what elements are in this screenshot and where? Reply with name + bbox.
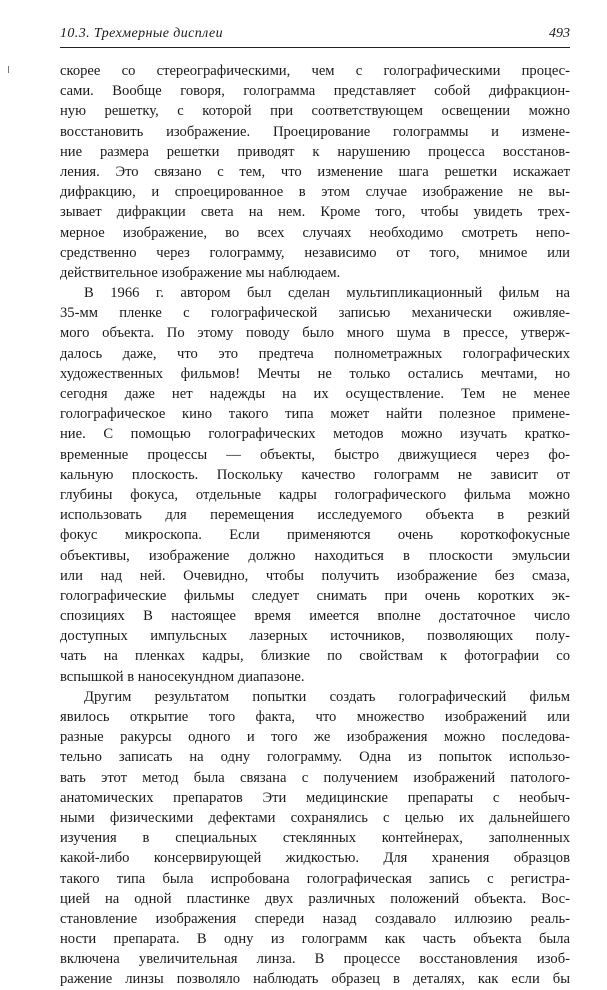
text-line: ражение линзы позволяло наблюдать образец в деталях, как если бы [60,971,570,988]
text-line: дифракцию, и спроецированное в этом случае изображение не вы- [60,184,570,201]
text-line: ления. Это связано с тем, что изменение шага решетки искажает [60,163,570,180]
text-line: вать этот метод была связана с получением изображений патолого- [60,769,570,786]
text-line: действительное изображение мы наблюдаем. [60,264,341,281]
text-line: восстановить изображение. Проецирование голограммы и измене- [60,123,570,140]
text-line: такого типа была испробована голографическая запись с регистра- [60,870,570,887]
text-line: использовать для перемещения исследуемого объекта в резкий [60,507,570,524]
text-line: Другим результатом попытки создать голографический фильм [84,688,570,705]
paragraph-3 [60,687,570,990]
text-line: сами. Вообще говоря, голограмма представляет собой дифракцион- [60,83,570,100]
text-line: глубины фокуса, отдельные кадры голографического фильма можно [60,486,570,503]
text-line: какой-либо консервирующей жидкостью. Для хранения образцов [60,850,570,867]
text-line: голографические фильмы следует снимать при очень коротких эк- [60,587,570,604]
text-line: доступных импульсных лазерных источников, позволяющих полу- [60,628,570,645]
text-line: ние размера решетки приводят к нарушению процесса восстанов- [60,143,570,160]
text-line: художественных фильмов! Мечты не только остались мечтами, но [60,365,570,382]
text-line: включена увеличительная линза. В процессе восстановления изоб- [60,951,570,968]
text-line: зывает дифракции света на нем. Кроме того, чтобы увидеть трех- [60,204,570,221]
text-line: разные ракурсы одного и того же изображения можно последова- [60,729,570,746]
text-line: мерное изображение, во всех случаях необходимо смотреть непо- [60,224,570,241]
text-line: кальную плоскость. Поскольку качество голограмм не зависит от [60,466,570,483]
text-line: изучения в специальных стеклянных контейнерах, заполненных [60,830,570,847]
text-line: средственно через голограмму, независимо от того, мнимое или [60,244,570,261]
text-line: становление изображения спереди назад создавало иллюзию реаль- [60,910,570,927]
text-line: фокус микроскопа. Если применяются очень короткофокусные [60,527,570,544]
text-line: голографическое кино такого типа может найти полезное примене- [60,406,570,423]
section-title: 10.3. Трехмерные дисплеи [60,26,224,41]
text-line: скорее со стереографическими, чем с голографическими процес- [60,63,570,79]
margin-mark [8,66,9,73]
text-line: временные процессы — объекты, быстро движущиеся через фо- [60,446,570,463]
page-number: 493 [549,26,570,41]
text-line: ными физическими дефектами сохранялись с целью их дальнейшего [60,809,570,826]
text-line: тельно записать на одну голограмму. Одна из попыток использо- [60,749,570,766]
text-line: В 1966 г. автором был сделан мультипликационный фильм на [84,285,570,302]
text-line: анатомических препаратов Эти медицинские препараты с необыч- [60,789,570,806]
text-line: вспышкой в наносекундном диапазоне. [60,668,305,685]
body-text [60,61,570,990]
paragraph-2 [60,283,570,687]
text-line: явилось открытие того факта, что множество изображений или [60,709,570,725]
text-line: объективы, изображение должно находиться в плоскости эмульсии [60,547,570,564]
text-line: ности препарата. В одну из голограмм как часть объекта была [60,931,570,948]
text-line: сегодня даже нет надежды на их осуществление. Тем не менее [60,386,570,402]
running-head [60,24,570,44]
text-line: или над ней. Очевидно, чтобы получить изображение без смаза, [60,567,570,584]
text-line: ную решетку, с которой при соответствующем освещении можно [60,103,570,120]
text-line: далось даже, что это предтеча полнометражных голографических [60,345,570,362]
text-line: 35-мм пленке с голографической записью механически оживляе- [60,305,570,322]
text-line: цией на одной пластинке двух различных положений объекта. Вос- [60,890,570,907]
paragraph-1 [60,61,570,283]
header-rule [60,47,570,48]
text-line: чать на пленках кадры, близкие по свойствам к фотографии со [60,648,570,665]
text-line: спозициях В настоящее время имеется вполне достаточное число [60,608,570,625]
text-line: мого объекта. По этому поводу было много шума в прессе, утверж- [60,325,570,342]
text-line: ние. С помощью голографических методов можно изучать кратко- [60,426,570,443]
